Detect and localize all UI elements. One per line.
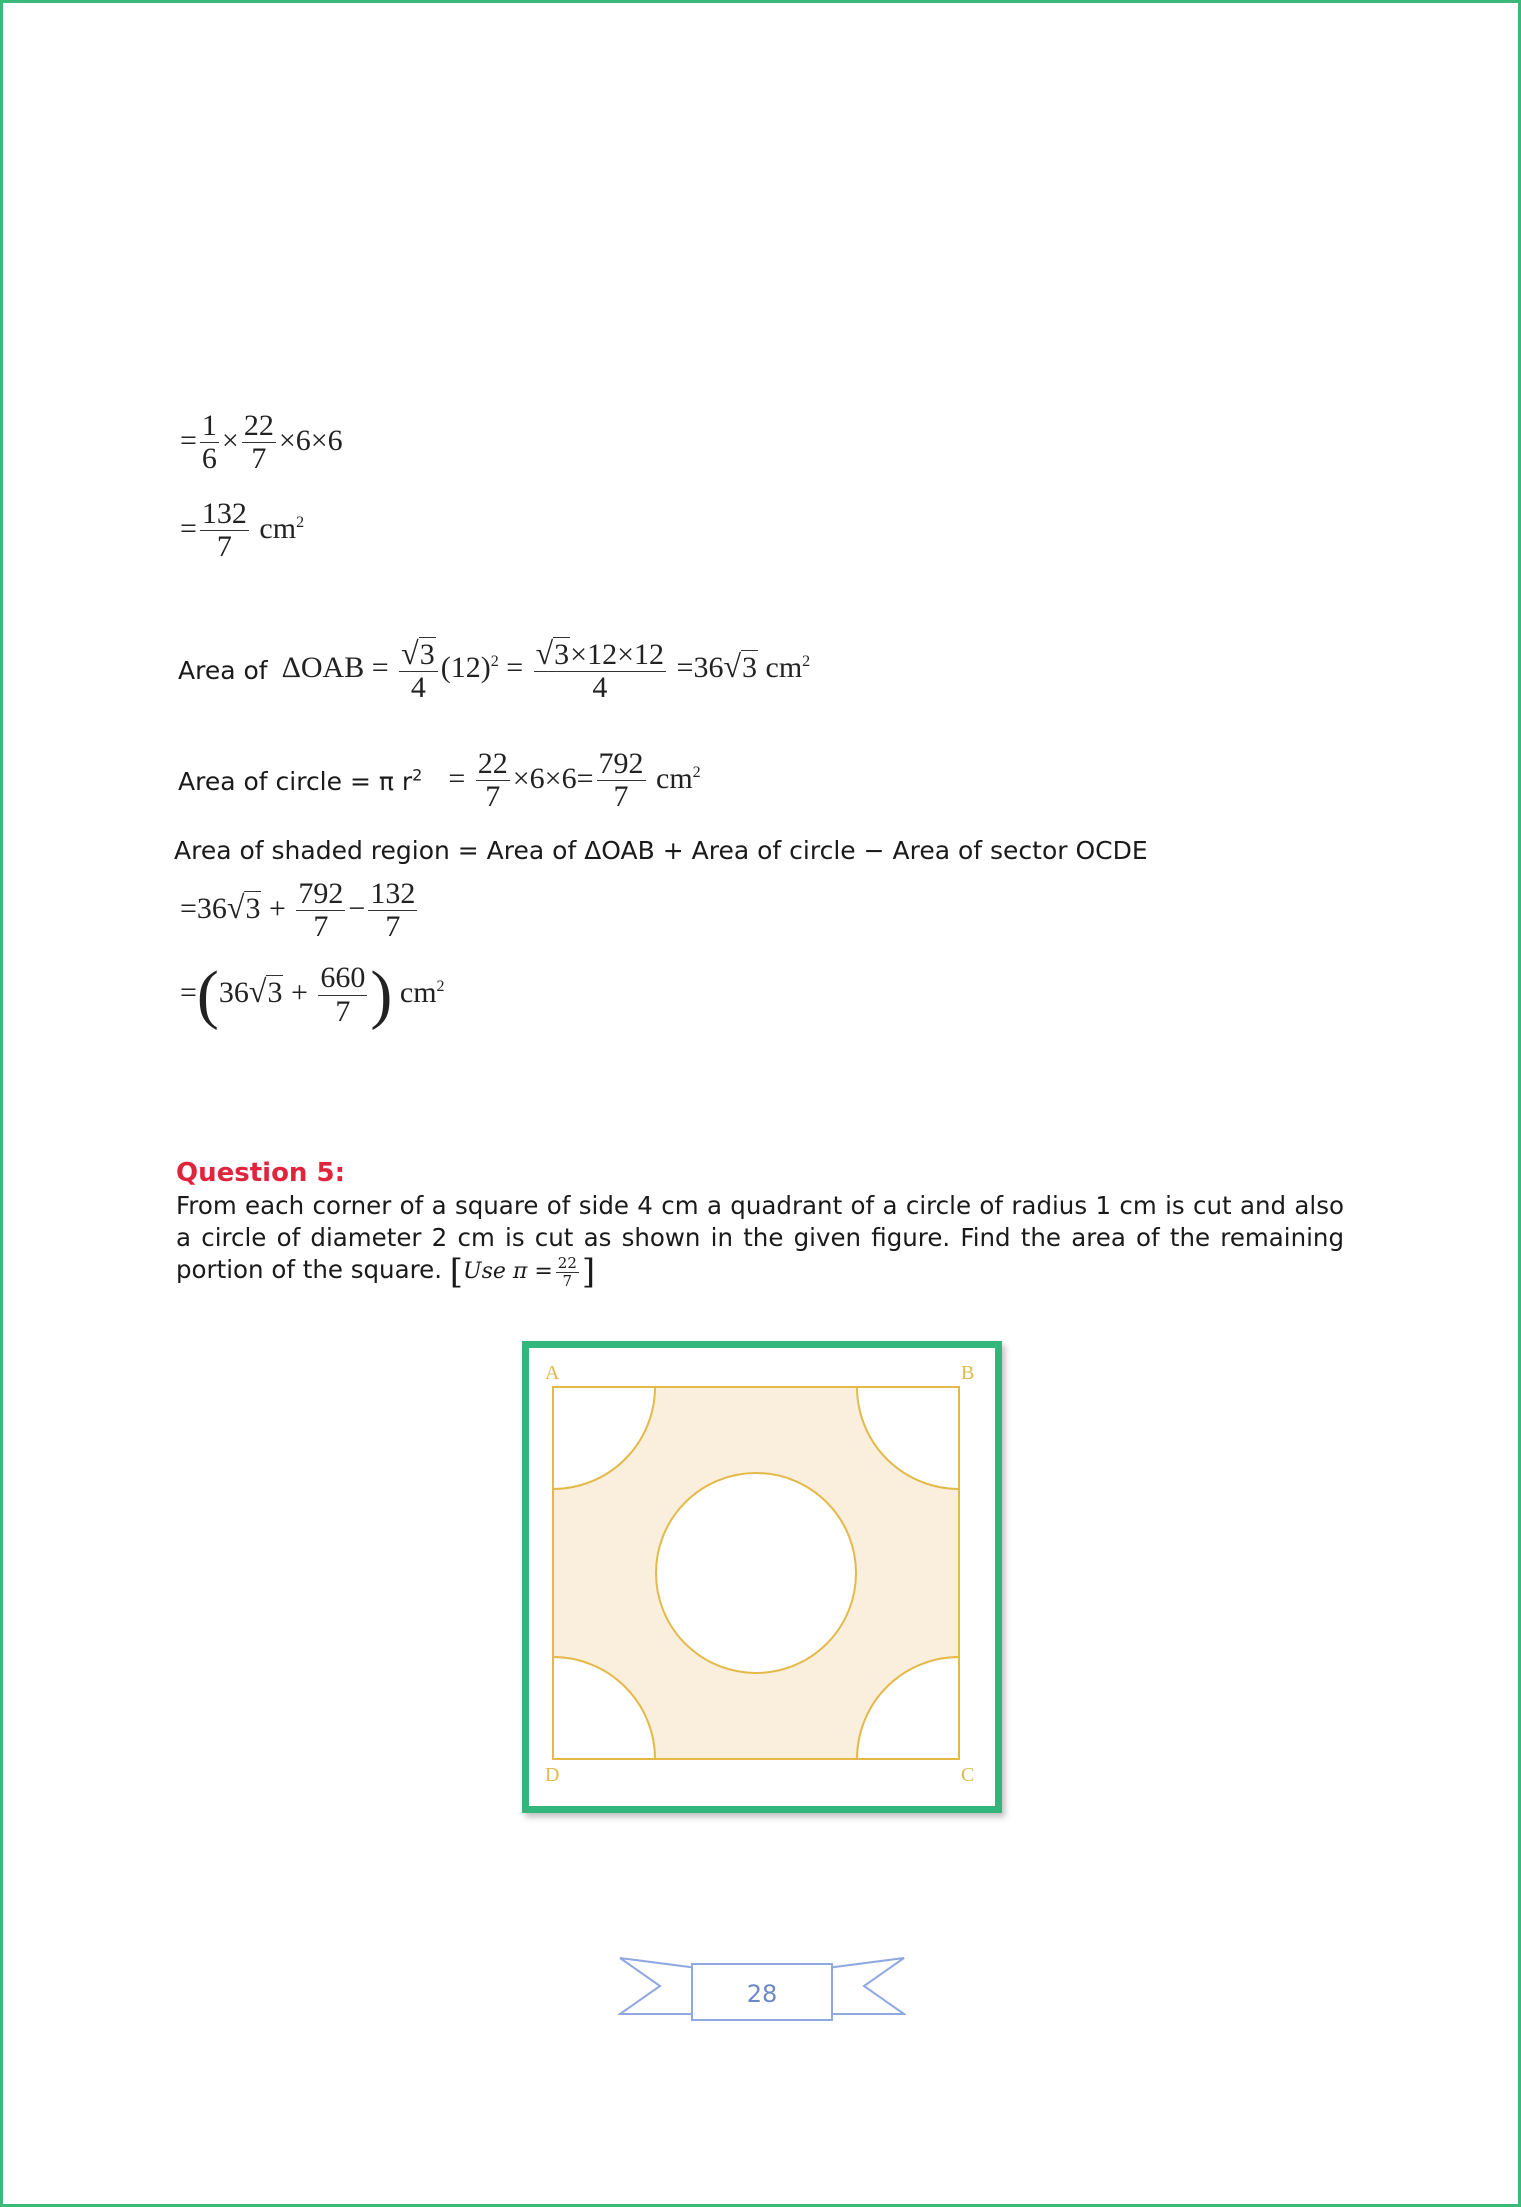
center-circle [656,1473,856,1673]
fraction: $\frac{1}{6}$ [201,409,217,476]
square-quadrants-diagram [529,1348,995,1806]
page-number-ribbon [618,1950,906,2030]
square-figure [522,1341,1002,1813]
corner-label-c: C [961,1764,975,1786]
shaded-line-1: =36√3 + $\frac{792}{7}$ − $\frac{132}{7}$ [180,877,416,944]
ribbon-icon [618,1950,906,2030]
circle-area-line: Area of circle = π $r^2$ = $\frac{22}{7}$ ×6×6= $\frac{792}{7}$ $cm^2$ [178,747,701,814]
fraction: $\frac{22}{7}$ [243,409,274,476]
shaded-region-statement: Area of shaded region = Area of ΔOAB + Area of circle − Area of sector OCDE [174,836,1148,865]
calc-line-2: = $\frac{132}{7}$ $cm^2$ [180,497,305,564]
calc-line-1: = $\frac{1}{6}$ × $\frac{22}{7}$ ×6×6 [180,409,343,476]
corner-label-d: D [545,1764,560,1786]
corner-label-a: A [545,1362,560,1384]
triangle-area-line: Area of ΔOAB = $\frac{√3}{4}$ $(12)^2$ = $\frac{√3\times 12\times 12}{4}$ =36√3 $cm^2$ [178,635,811,705]
question-label: Question 5: [176,1158,345,1188]
question-text: From each corner of a square of side 4 cm a quadrant of a circle of radius 1 cm is cut and also a circle of diameter 2 cm is cut as shown in the given figure. Find the area of the remaining portion of the square. [Use π = $\frac{22}{7}$ ] [176,1191,1344,1292]
corner-label-b: B [961,1362,975,1384]
shaded-line-2: =(36√3 + $\frac{660}{7}$ ) $cm^2$ [180,958,445,1031]
pi-hint: [Use π = $\frac{22}{7}$ ] [449,1252,596,1292]
page-number: 28 [746,1980,778,2008]
fraction: $\frac{132}{7}$ [201,497,247,564]
